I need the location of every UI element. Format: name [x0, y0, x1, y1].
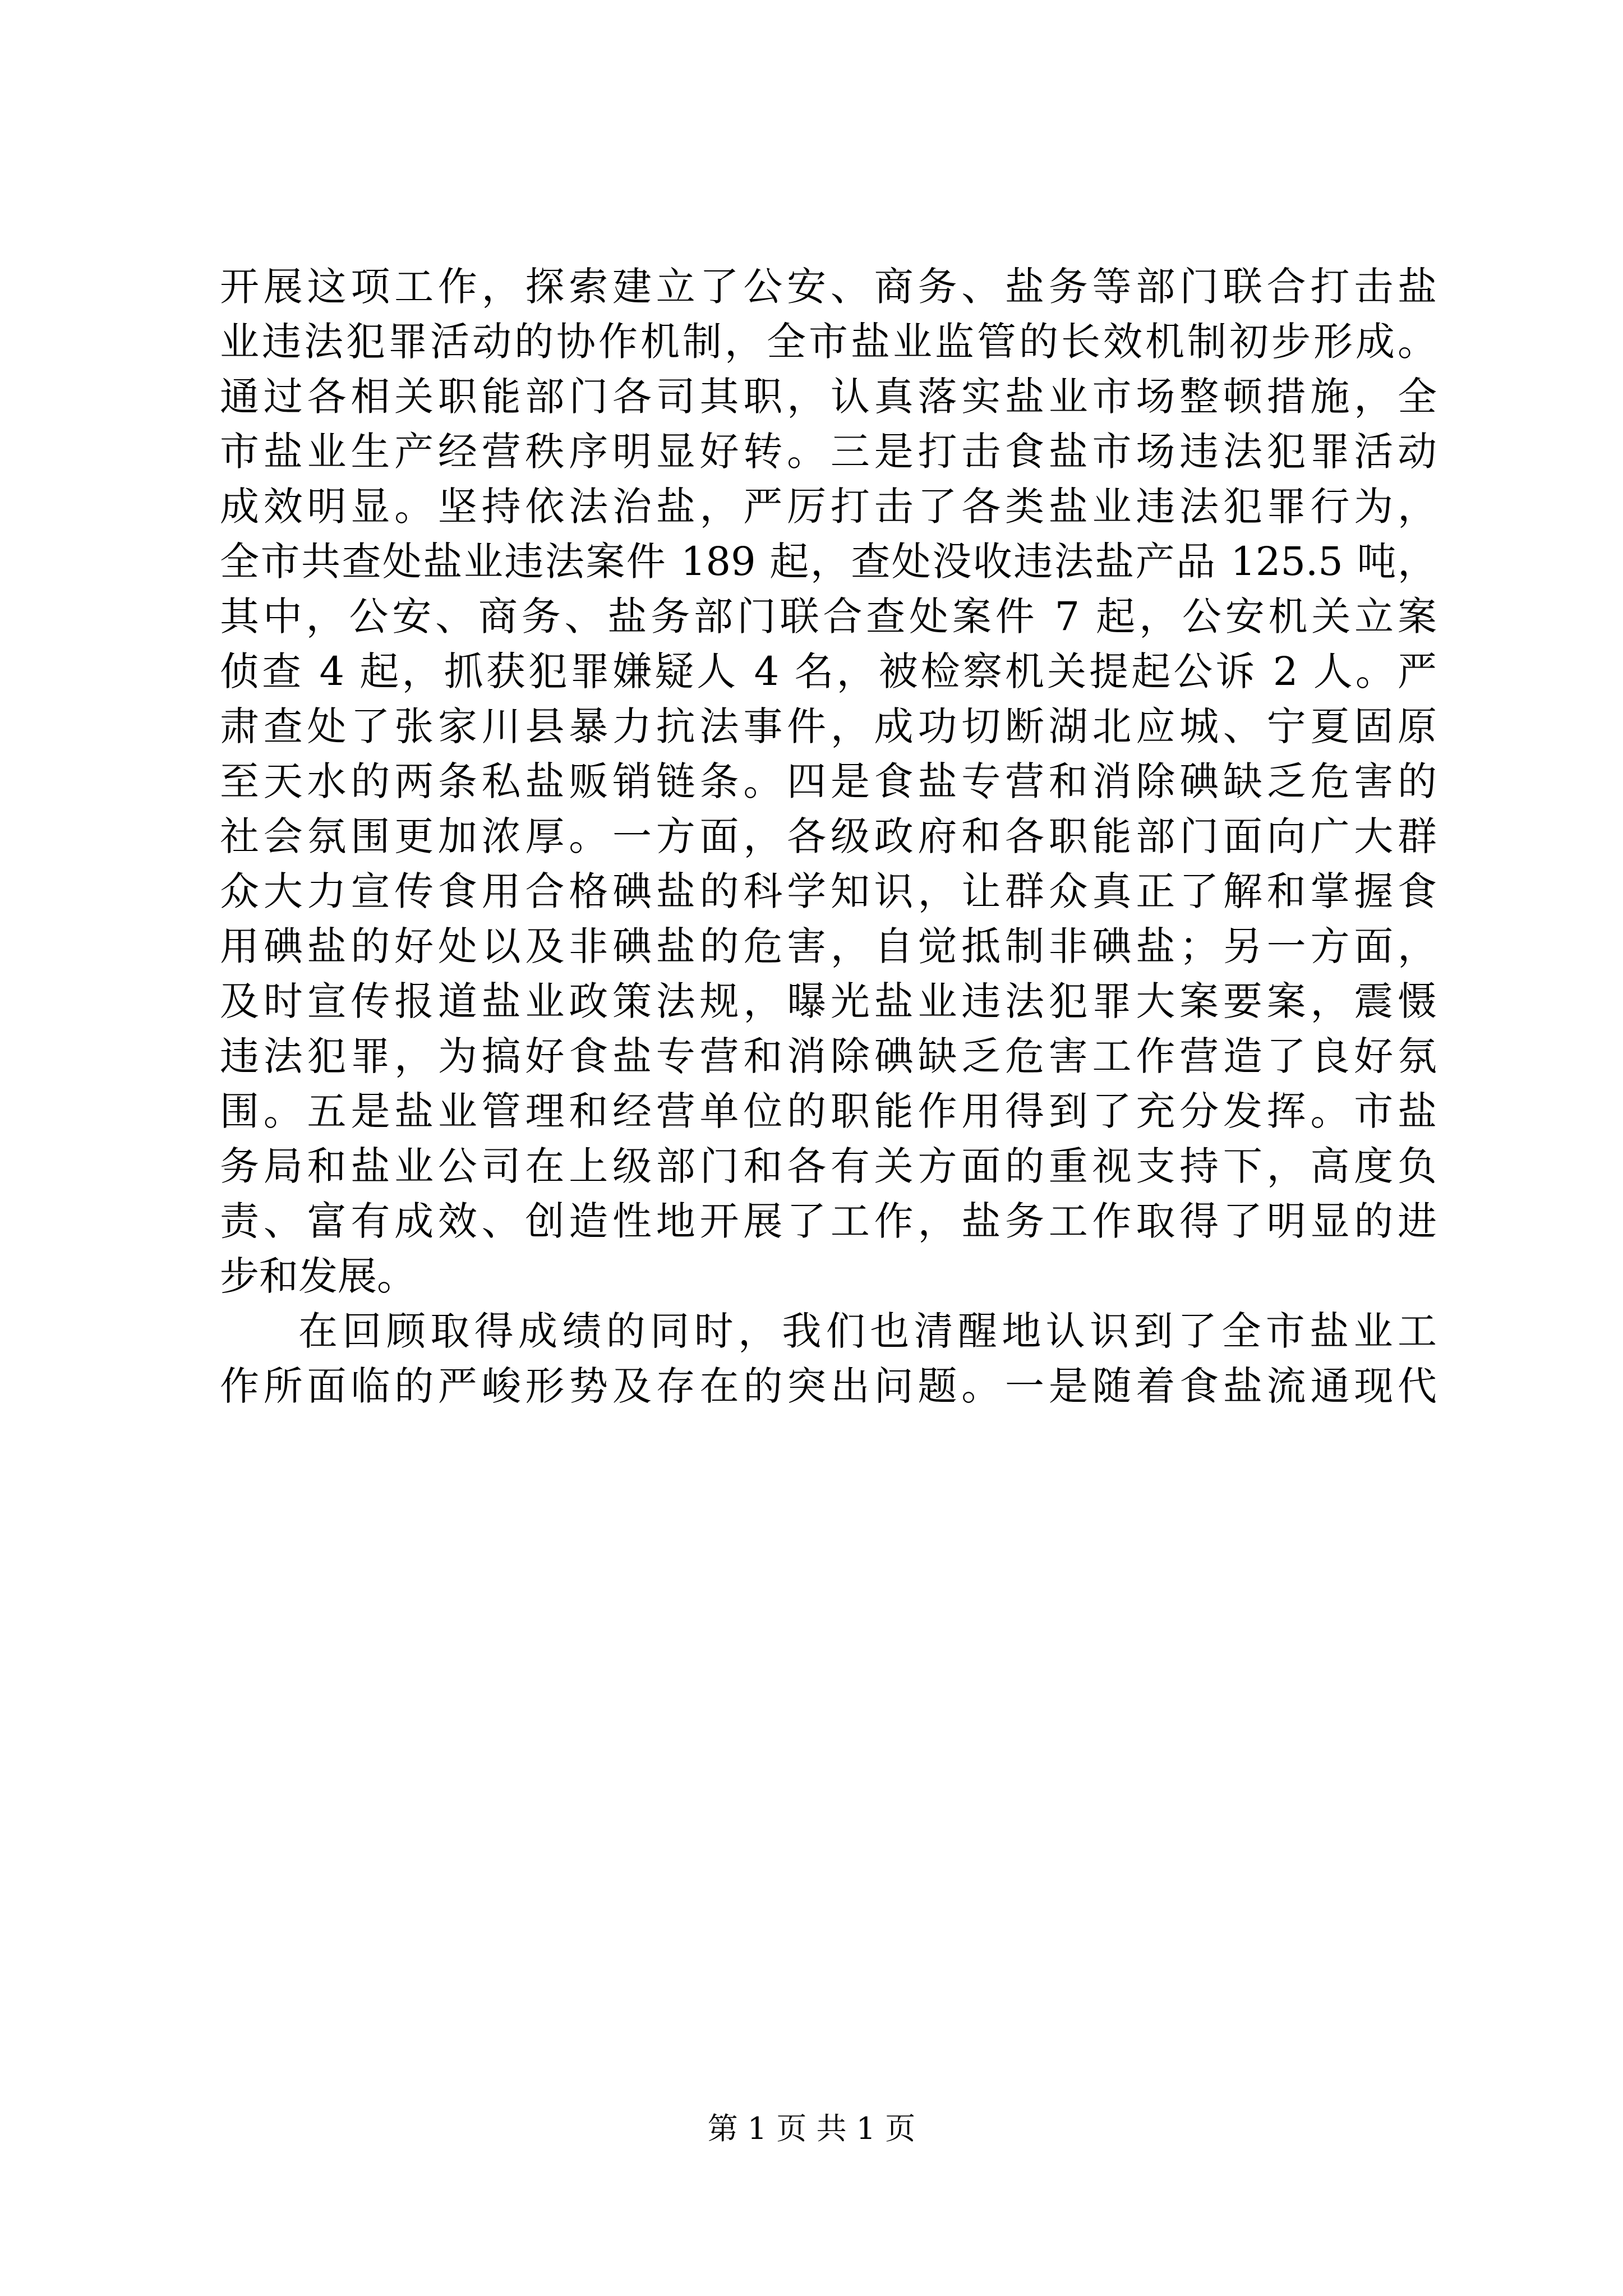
text-line-paragraph-start: 在回顾取得成绩的同时，我们也清醒地认识到了全市盐业工 [298, 1308, 1437, 1354]
text-line: 通过各相关职能部门各司其职，认真落实盐业市场整顿措施，全 [220, 374, 1437, 420]
text-line: 侦查 4 起，抓获犯罪嫌疑人 4 名，被检察机关提起公诉 2 人。严 [220, 648, 1437, 694]
text-line: 开展这项工作，探索建立了公安、商务、盐务等部门联合打击盐 [220, 264, 1437, 310]
page-footer: 第 1 页 共 1 页 [707, 2111, 916, 2146]
text-line: 违法犯罪，为搞好食盐专营和消除碘缺乏危害工作营造了良好氛 [220, 1033, 1437, 1079]
document-body [220, 259, 1437, 1414]
text-line: 成效明显。坚持依法治盐，严厉打击了各类盐业违法犯罪行为， [220, 484, 1437, 530]
text-line: 业违法犯罪活动的协作机制，全市盐业监管的长效机制初步形成。 [220, 319, 1437, 365]
text-line: 及时宣传报道盐业政策法规，曝光盐业违法犯罪大案要案，震慑 [220, 978, 1437, 1024]
text-line: 全市共查处盐业违法案件 189 起，查处没收违法盐产品 125.5 吨， [220, 539, 1437, 585]
text-line: 肃查处了张家川县暴力抗法事件，成功切断湖北应城、宁夏固原 [220, 703, 1437, 749]
text-line: 作所面临的严峻形势及存在的突出问题。一是随着食盐流通现代 [220, 1363, 1437, 1409]
text-line: 众大力宣传食用合格碘盐的科学知识，让群众真正了解和掌握食 [220, 868, 1437, 914]
text-line: 步和发展。 [220, 1253, 416, 1299]
text-line: 围。五是盐业管理和经营单位的职能作用得到了充分发挥。市盐 [220, 1088, 1437, 1134]
text-line: 至天水的两条私盐贩销链条。四是食盐专营和消除碘缺乏危害的 [220, 758, 1437, 804]
text-line: 务局和盐业公司在上级部门和各有关方面的重视支持下，高度负 [220, 1143, 1437, 1189]
text-line: 市盐业生产经营秩序明显好转。三是打击食盐市场违法犯罪活动 [220, 429, 1437, 475]
text-line: 用碘盐的好处以及非碘盐的危害，自觉抵制非碘盐；另一方面， [220, 923, 1437, 969]
text-line: 责、富有成效、创造性地开展了工作，盐务工作取得了明显的进 [220, 1198, 1437, 1244]
text-line: 社会氛围更加浓厚。一方面，各级政府和各职能部门面向广大群 [220, 813, 1437, 859]
text-line: 其中，公安、商务、盐务部门联合查处案件 7 起，公安机关立案 [220, 593, 1437, 639]
